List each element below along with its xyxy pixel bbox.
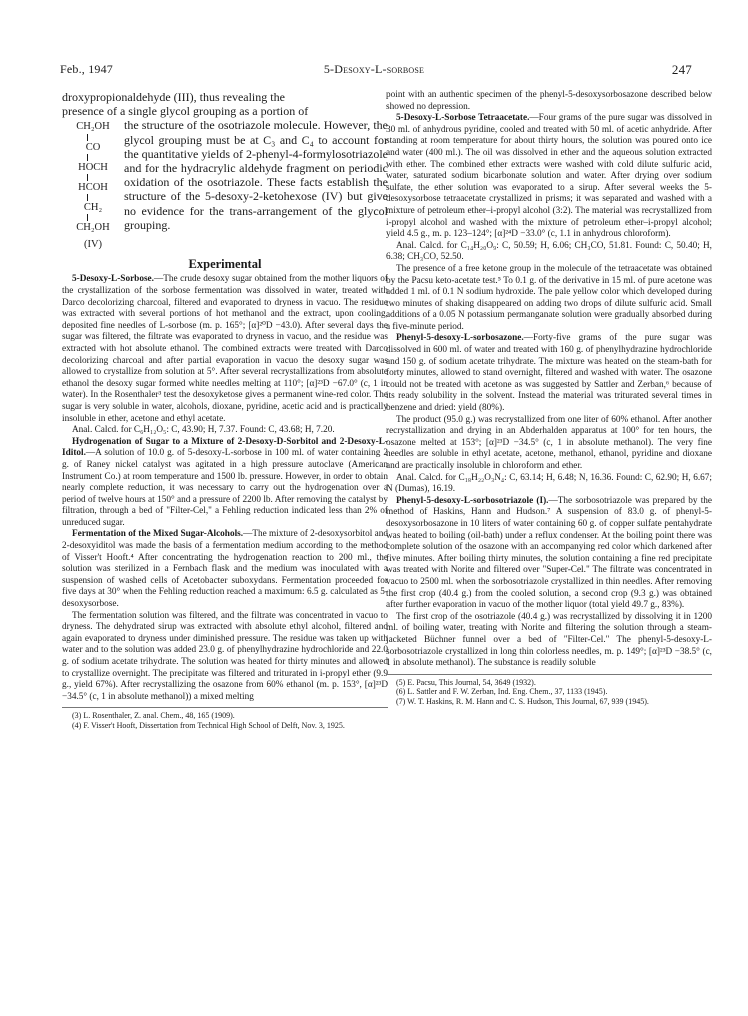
intro-lines <box>62 90 388 118</box>
paragraph-first-crop: The first crop of the osotriazole (40.4 g.) was recrystallized by dissolving it in 1200 ml. of boiling water, treating with Norite and filtering the solution through a steam-jacketed Büchner funnel over a bed of "Filter-Cel." The phenyl-5-desoxy-L-sorbosotriazole crystallized in long thin colorless needles, m. p. 149°; [α]²³D −38.5° (c, 1 in absolute methanol). The substance is readily soluble <box>386 611 712 669</box>
paragraph-body: —The mixture of 2-desoxysorbitol and 2-desoxyiditol was made the basis of a fermentation medium according to the method of Visser't Hooft.⁴ After concentrating the hydrogenation reaction to 200 ml., the solution was sterilized in a Fernbach flask and the medium was inoculated with a suspension of washed cells of Acetobacter suboxydans. Fermentation proceeded for five days at 30° when the Fehling reduction reached a maximum: 6.5 g. calculated as 5-desoxysorbose. <box>62 529 388 610</box>
formula-atom: CH₂OH <box>76 222 110 234</box>
paragraph-body: —Forty-five grams of the pure sugar was dissolved in 600 ml. of water and treated with 160 g. of phenylhydrazine hydrochloride and 150 g. of sodium acetate trihydrate. The mixture was heated on the steam-bath for forty minutes, allowed to stand overnight, filtered and washed with water. The osazone could not be treated with acetone as was suggested by Sattler and Zerban,⁶ because of its ready solubility in the solvent. Instead the material was triturated several times in benzene and dried: yield (80%). <box>386 333 712 414</box>
paragraph-continuation: point with an authentic specimen of the phenyl-5-desoxysorbosazone described below showed no depression. <box>386 90 712 112</box>
structure-block <box>62 118 388 250</box>
footnotes-left <box>62 707 388 731</box>
paragraph-title: Phenyl-5-desoxy-L-sorbosazone. <box>396 333 524 344</box>
intro-line-2: presence of a single glycol grouping as a portion of <box>62 104 309 119</box>
page-number: 247 <box>671 62 692 77</box>
paragraph-title: 5-Desoxy-L-Sorbose Tetraacetate. <box>396 113 530 124</box>
experimental-heading: Experimental <box>188 256 262 271</box>
analysis-line: Anal. Calcd. for C₁₄H₂₀O₉: C, 50.59; H, 6.06; CH₃CO, 51.81. Found: C, 50.40; H, 6.38; CH₃CO, 52.50. <box>386 240 712 263</box>
paragraph-tetraacetate <box>386 113 712 241</box>
footnote: (7) W. T. Haskins, R. M. Hann and C. S. Hudson, This Journal, 67, 939 (1945). <box>396 697 649 707</box>
footnote: (6) L. Sattler and F. W. Zerban, Ind. Eng. Chem., 37, 1133 (1945). <box>396 687 608 697</box>
paragraph-title: 5-Desoxy-L-Sorbose. <box>72 274 154 285</box>
footnote: (3) L. Rosenthaler, Z. anal. Chem., 48, 165 (1909). <box>72 711 235 721</box>
formula-atom: HOCH <box>78 161 108 173</box>
paragraph-body: —The crude desoxy sugar obtained from the mother liquors of the crystallization of the sorbose fermentation was dissolved in water, treated with Darco decolorizing charcoal, filtered and evaporated to dryness in vacuo. The residue was extracted with several portions of hot methanol and the extract, upon cooling, deposited fine needles of L-sorbose (m. p. 165°; [α]²⁰D −43.0). After several days the sugar was filtered, the filtrate was evaporated to dryness in vacuo, and the residue was extracted with hot absolute ethanol. The combined extracts were treated with Darco decolorizing charcoal and after partial evaporation in vacuo the desoxy sugar was allowed to crystallize from solution at 5°. After several recrystallizations from absolute ethanol the desoxy sugar formed white needles melting at 110°; [α]²³D −67.0° (c, 1 in water). In the Rosenthaler³ test the desoxyketose gives a permanent wine-red color. The sugar is very soluble in water, alcohols, dioxane, pyridine, acetic acid and is practically insoluble in ether, acetone and ethyl acetate. <box>62 274 388 424</box>
paragraph-title: Fermentation of the Mixed Sugar-Alcohols. <box>72 529 244 540</box>
formula-atom: CH₂ <box>83 202 103 214</box>
running-header-date: Feb., 1947 <box>60 62 113 76</box>
left-column <box>62 90 388 731</box>
formula-label: (IV) <box>83 238 103 250</box>
right-column <box>386 90 712 707</box>
structural-formula <box>62 118 124 250</box>
paragraph-filtration: The fermentation solution was filtered, and the filtrate was concentrated in vacuo to dryness. The dehydrated sirup was extracted with absolute ethyl alcohol, filtered and again evaporated to dryness under diminished pressure. The residue was taken up with water and to the solution was added 23.0 g. of phenylhydrazine hydrochloride and 22.0 g. of sodium acetate trihydrate. The solution was heated for thirty minutes and allowed to crystallize overnight. The precipitate was filtered and triturated in i-propyl ether (9.9 g., yield 67%). After recrystallizing the osazone from 60% ethanol (m. p. 153°, [α]²³D −34.5° (c, 1 in absolute methanol)) a mixed melting <box>62 610 388 702</box>
paragraph-sorbosotriazole <box>386 496 712 612</box>
paragraph-title: Phenyl-5-desoxy-L-sorbosotriazole (I). <box>396 495 549 506</box>
footnotes-right <box>386 674 712 707</box>
formula-atom: CO <box>85 141 101 153</box>
paragraph-body: —The sorbosotriazole was prepared by the method of Haskins, Hann and Hudson.⁷ A suspension of 83.0 g. of phenyl-5-desoxysorbosazone in 10 liters of water containing 60 g. of copper sulfate pentahydrate was heated to boiling (oil-bath) under a reflux condenser. At the boiling point there was complete solution of the osazone with an accompanying red color which darkened after five minutes. After boiling thirty minutes, the solution containing a fine red precipitate was treated with Norite and filtered over "Super-Cel." The filtrate was concentrated in vacuo to 2500 ml. when the sorbosotriazole crystallized in thin needles. After removing the first crop (40.4 g.) from the cooled solution, a second crop (9.3 g.) was obtained after further evaporation in vacuo of the mother liquor (total yield 49.7 g., 83%). <box>386 495 712 611</box>
formula-atom: CH₂OH <box>76 121 110 133</box>
paragraph-title: Hydrogenation of Sugar to a Mixture of 2-Desoxy-D-Sorbitol and 2-Desoxy-L-Iditol. <box>62 436 388 459</box>
paragraph-body: —Four grams of the pure sugar was dissolved in 30 ml. of anhydrous pyridine, cooled and treated with 50 ml. of acetic anhydride. After standing at room temperature for about thirty hours, the solution was poured onto ice and water (400 ml.). The oil was dissolved in ether and the aqueous solution extracted with ether. The combined ether extracts were washed with cold dilute sulfuric acid, water, saturated sodium bicarbonate solution and water. After drying over sodium sulfate, the ether solution was evaporated to a sirup. After several weeks the 5-desoxysorbose tetraacetate crystallized in prisms; it was separated and washed with a mixture of petroleum ether–i-propyl alcohol (3:2). The material was recrystallized from i-propyl alcohol and washed with the mixture of petroleum ether–i-propyl alcohol; yield 4.5 g., m. p. 123–124°; [α]²⁴D −33.0° (c, 1.1 in anhydrous chloroform). <box>386 113 712 240</box>
formula-atom: HCOH <box>78 182 108 194</box>
running-header-title: 5-Desoxy-L-sorbose <box>323 62 425 76</box>
paragraph-recrystallization: The product (95.0 g.) was recrystallized from one liter of 60% ethanol. After another recrystallization and drying in an Abderhalden apparatus at 100° for ten hours, the osazone melted at 153°; [α]²³D −34.5° (c, 1 in absolute methanol). The very fine needles are soluble in ethyl acetate, acetone, methanol, ethanol, pyridine and dioxane and are practically insoluble in chloroform and ether. <box>386 414 712 471</box>
paragraph-fermentation <box>62 529 388 610</box>
analysis-line: Anal. Calcd. for C₁₈H₂₂O₃N₄: C, 63.14; H, 6.48; N, 16.36. Found: C, 62.90; H, 6.67; N (Dumas), 16.19. <box>386 472 712 495</box>
paragraph-desoxy-sorbose <box>62 274 388 425</box>
paragraph-hydrogenation <box>62 437 388 530</box>
paragraph-sorbosazone <box>386 333 712 414</box>
footnote: (4) F. Visser't Hooft, Dissertation from Technical High School of Delft, Nov. 3, 1925. <box>72 721 345 731</box>
paragraph-body: —A solution of 10.0 g. of 5-desoxy-L-sorbose in 100 ml. of water containing 2 g. of Raney nickel catalyst was agitated in a high pressure autoclave (American Instrument Co.) at room temperature and 1500 lb. pressure. However, in order to obtain nearly complete reduction, it was necessary to carry out the hydrogenation over a period of twelve hours at 150° and a pressure of 2200 lb. After removing the catalyst by filtration, through a bed of "Filter-Cel," a Fehling reduction indicated less than 2% of unreduced sugar. <box>62 448 388 528</box>
structure-discussion: the structure of the osotriazole molecule. However, the glycol grouping must be at C₃ and C₄ to account for the quantitative yields of 2-phenyl-4-formylosotriazole and for the hydracrylic aldehyde fragment on periodic oxidation of the osotriazole. These facts establish the structure of the 5-desoxy-2-ketohexose (IV) but give no evidence for the trans-arrangement of the glycol grouping. <box>124 118 388 232</box>
paragraph-keto-test: The presence of a free ketone group in the molecule of the tetraacetate was obtained by the Pacsu keto-acetate test.⁵ To 0.1 g. of the derivative in 15 ml. of pure acetone was added 1 ml. of 0.1 N sodium hydroxide. The pale yellow color which developed during two minutes of shaking disappeared on adding two drops of dilute sulfuric acid. Small additions of a 0.05 N potassium permanganate solution were gradually absorbed during a five-minute period. <box>386 263 712 332</box>
analysis-line: Anal. Calcd. for C₆H₁₂O₅: C, 43.90; H, 7.37. Found: C, 43.68; H, 7.20. <box>72 425 335 436</box>
footnote: (5) E. Pacsu, This Journal, 54, 3649 (1932). <box>396 677 536 687</box>
intro-line-1: droxypropionaldehyde (III), thus revealing the <box>62 90 285 104</box>
